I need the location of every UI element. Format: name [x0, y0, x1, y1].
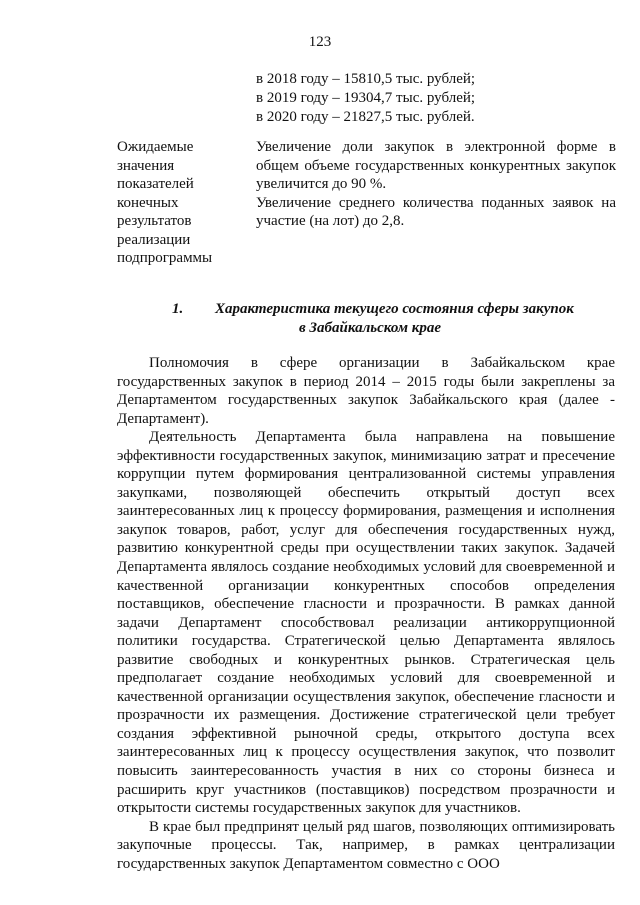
section-title-line1: Характеристика текущего состояния сферы закупок: [215, 301, 574, 317]
expected-result-item: Увеличение среднего количества поданных заявок на участие (на лот) до 2,8.: [256, 194, 616, 229]
paragraph: В крае был предпринят целый ряд шагов, позволяющих оптимизировать закупочные процессы. Так, например, в рамках централизации государственных закупок Департаментом совместно с ООО: [117, 818, 615, 872]
expected-results-label: [117, 138, 242, 268]
budget-lines: [256, 70, 616, 127]
label-line: конечных: [117, 194, 179, 211]
body-text: [117, 354, 615, 873]
section-number: 1.: [172, 301, 184, 317]
expected-result-item: Увеличение доли закупок в электронной форме в общем объеме государственных конкурентных закупок увеличится до 90 %.: [256, 139, 616, 192]
page-number: 123: [308, 34, 332, 50]
budget-line-2018: в 2018 году – 15810,5 тыс. рублей;: [256, 71, 476, 87]
budget-line-2020: в 2020 году – 21827,5 тыс. рублей.: [256, 109, 475, 125]
paragraph: Полномочия в сфере организации в Забайкальском крае государственных закупок в период 2014 – 2015 годы были закреплены за Департаментом государственных закупок Забайкальского края (далее - Департамент).: [117, 355, 615, 427]
label-line: подпрограммы: [117, 250, 213, 266]
budget-line-2019: в 2019 году – 19304,7 тыс. рублей;: [256, 90, 476, 106]
label-line: значения: [117, 157, 175, 174]
paragraph: Деятельность Департамента была направлена на повышение эффективности государственных закупок, минимизацию затрат и пресечение коррупции путем формирования централизованной системы управления закупками, позволяющей обеспечить открытый доступ всех заинтересованных лиц к процессу формирования, размещения и исполнения закупок товаров, работ, услуг для обеспечения государственных нужд, развитию конкурентной среды при осуществлении таких закупок. Задачей Департамента являлось создание необходимых условий для своевременной и качественной организации конкурентных способов определения поставщиков, обеспечение гласности и прозрачности. В рамках данной задачи Департамент способствовал реализации антикоррупционной политики государства. Стратегической целью Департамента являлось развитие свободных и конкурентных рынков. Стратегическая цель предполагает создание необходимых условий для своевременной и качественной организации осуществления закупок, обеспечение гласности и прозрачности их размещения. Достижение стратегической цели требует создания эффективной рыночной среды, открытого доступа всех заинтересованных лиц к процессу осуществления закупок, что позволит повысить заинтересованность участия в них со стороны бизнеса и расширить круг участников (поставщиков) посредством прозрачности и открытости системы государственных закупок для участников.: [117, 429, 615, 817]
label-line: результатов: [117, 213, 192, 229]
label-line: показателей: [117, 176, 194, 192]
label-line: реализации: [117, 231, 191, 248]
expected-results-values: [256, 138, 616, 231]
section-heading: [60, 300, 620, 338]
label-line: Ожидаемые: [117, 139, 194, 155]
section-title-line2: в Забайкальском крае: [298, 320, 442, 336]
